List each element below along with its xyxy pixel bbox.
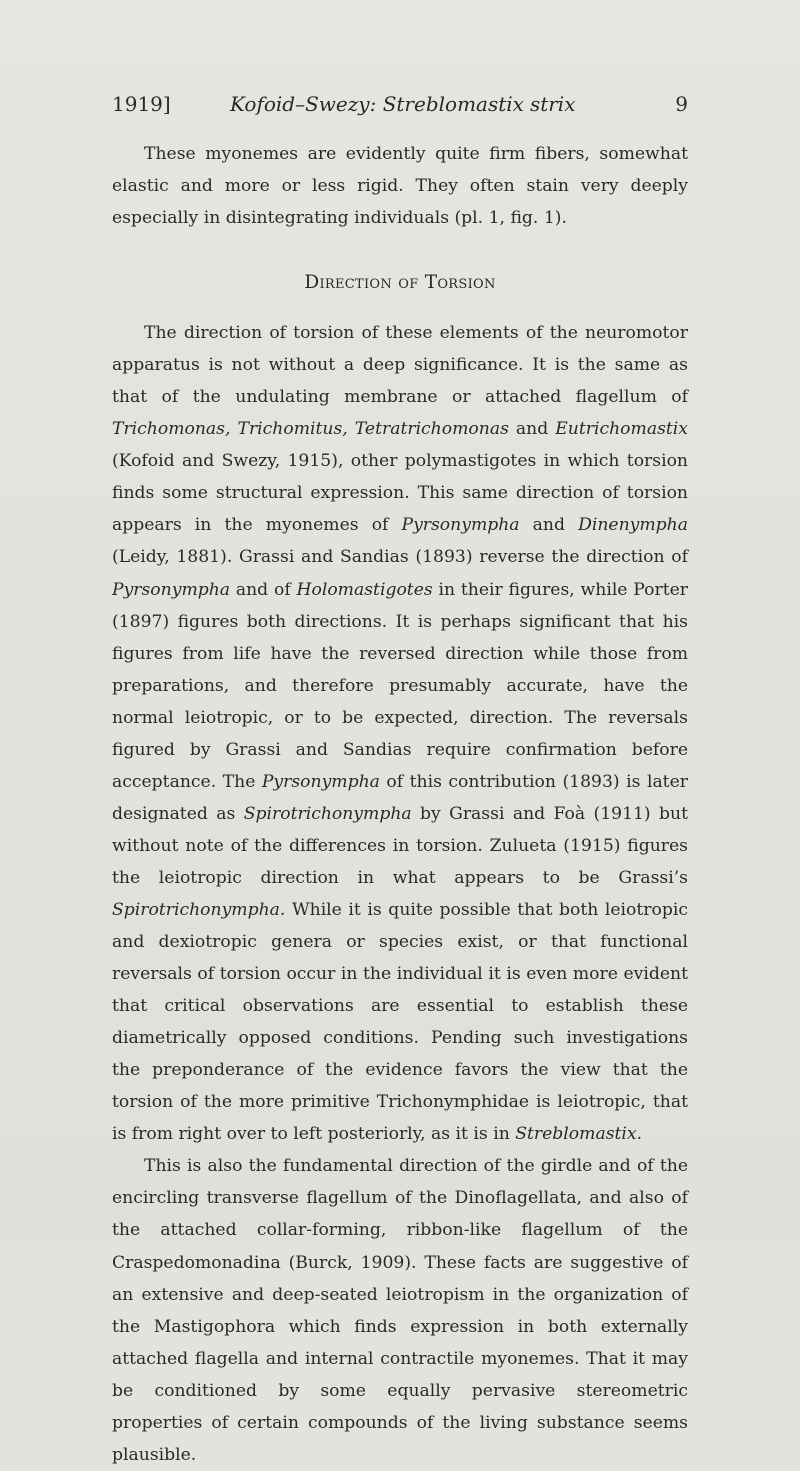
text-run: (Leidy, 1881). Grassi and Sandias (1893) reverse the direction of xyxy=(112,547,688,568)
genus-name: Pyrsonympha xyxy=(401,515,520,536)
text-run: (Kofoid and Swezy, 1915), other polymastigotes in which torsion finds some structural expression. This same direction of torsion appears in the myonemes of xyxy=(112,451,688,536)
genus-name: Dinenympha xyxy=(578,515,688,536)
header-year: 1919] xyxy=(112,92,171,116)
genus-name: Spirotrichonympha xyxy=(243,803,412,824)
paragraph-myonemes: These myonemes are evidently quite firm fibers, somewhat elastic and more or less rigid. They often stain very deeply especially in disintegrating individuals (pl. 1, fig. 1). xyxy=(112,144,688,229)
body-text xyxy=(112,138,688,1471)
header-species: strix xyxy=(529,92,576,116)
header-genus: Streblomastix xyxy=(382,92,524,116)
text-run: in their figures, while Porter (1897) figures both directions. It is perhaps significant that his figures from life have the reversed direction while those from preparations, and therefore presumably accurate, have the normal leiotropic, or to be expected, direction. The reversals figured by Grassi and Sandias require confirmation before acceptance. The xyxy=(112,579,689,792)
genus-name: Spirotrichonympha. xyxy=(112,899,286,920)
genus-name: Trichomonas, Trichomitus, Tetratrichomonas xyxy=(112,419,509,440)
paragraph-direction-of-torsion xyxy=(112,317,688,1150)
section-heading: Direction of Torsion xyxy=(304,272,496,294)
header-author: Kofoid–Swezy: xyxy=(230,92,377,116)
text-run: While it is quite possible that both leiotropic and dexiotropic genera or species exist, or that functional reversals of torsion occur in the individual it is even more evident that critical observations are essential to establish these diametrically opposed conditions. Pending such investigations the preponderance of the evidence favors the view that the torsion of the more primitive Trichonymphidae is leiotropic, that is from right over to left posteriorly, as it is in xyxy=(112,899,688,1145)
genus-name: Streblomastix. xyxy=(515,1124,643,1145)
genus-name: Pyrsonympha xyxy=(261,771,380,792)
text-run: The direction of torsion of these elements of the neuromotor apparatus is not without a deep significance. It is the same as that of the undulating membrane or attached flagellum of xyxy=(112,323,688,408)
genus-name: Pyrsonympha xyxy=(112,579,231,600)
paragraph-fundamental-direction: This is also the fundamental direction of the girdle and of the encircling transverse flagellum of the Dinoflagellata, and also of the attached collar-forming, ribbon-like flagellum of the Craspedomonadina (Burck, 1909). These facts are suggestive of an extensive and deep-seated leiotropism in the organization of the Mastigophora which finds expression in both externally attached flagella and internal contractile myonemes. That it may be conditioned by some equally pervasive stereometric properties of certain compounds of the living substance seems plausible. xyxy=(112,1156,688,1465)
text-run: by Grassi and Foà (1911) but without note of the differences in torsion. Zulueta (1915) figures the leiotropic direction in what appears to be Grassi’s xyxy=(112,803,689,888)
genus-name: Holomastigotes xyxy=(296,579,433,600)
text-run: of this contribution (1893) is later designated as xyxy=(112,771,688,824)
text-run: and xyxy=(519,515,579,536)
page-number: 9 xyxy=(675,92,688,116)
header-title xyxy=(230,90,575,118)
text-run: and xyxy=(508,419,556,440)
genus-name: Eutrichomastix xyxy=(555,419,688,440)
text-run: and of xyxy=(230,579,297,600)
running-head xyxy=(112,90,688,118)
